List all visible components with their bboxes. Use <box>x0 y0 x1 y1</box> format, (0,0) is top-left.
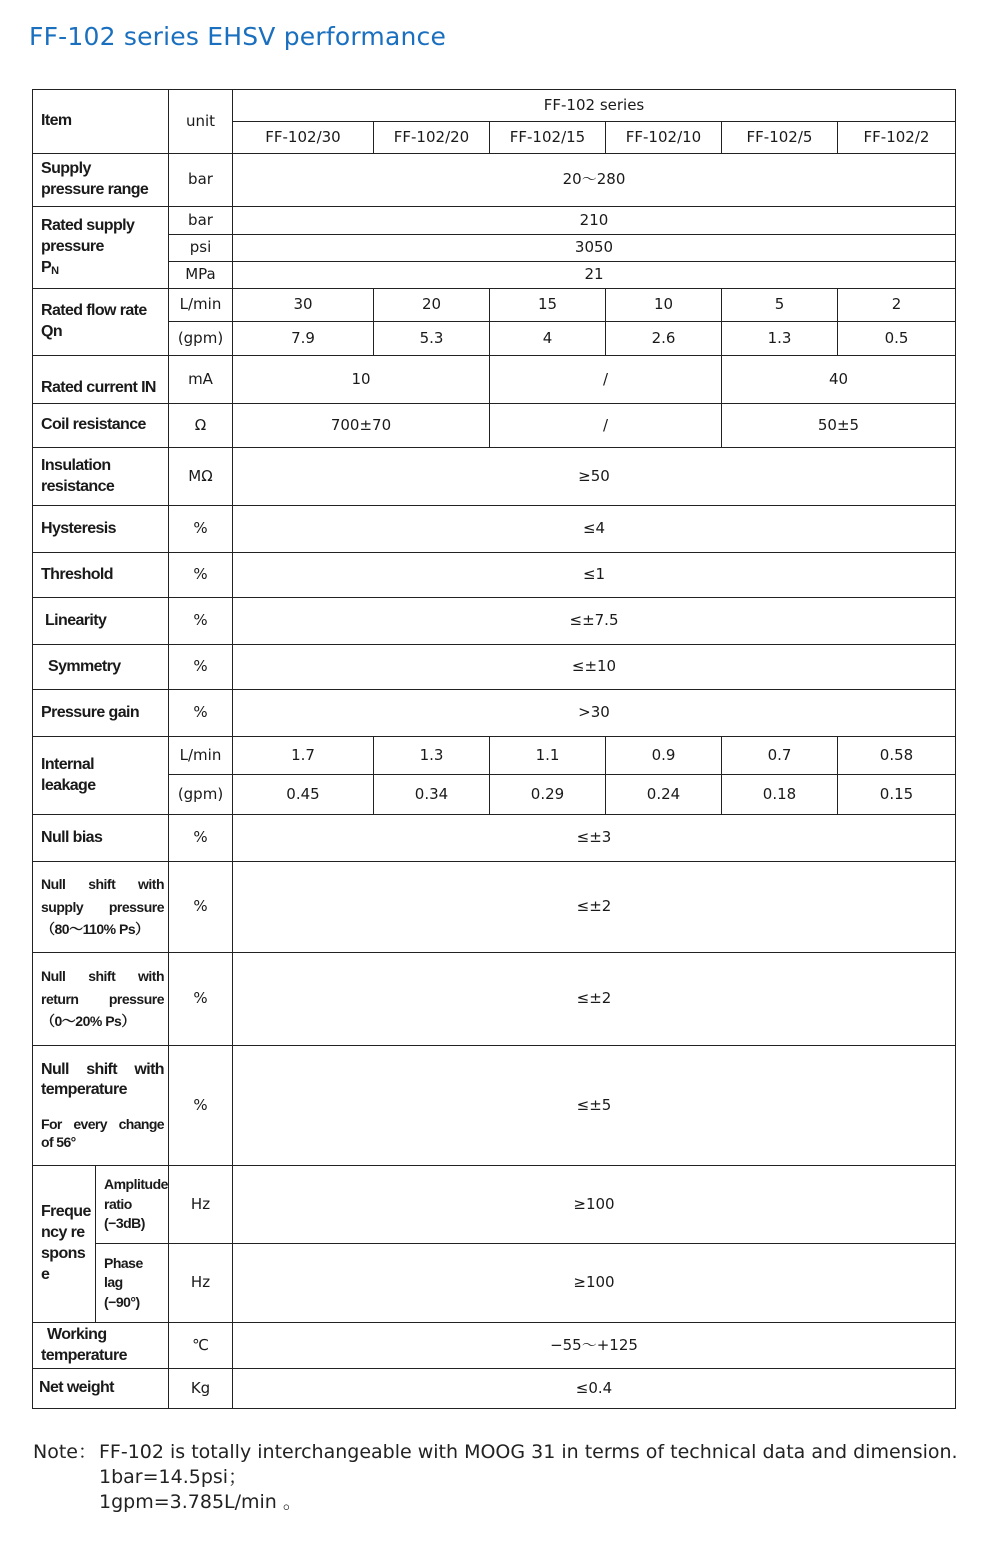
leakage-value: 0.24 <box>606 775 722 815</box>
table-row <box>33 356 956 404</box>
row-value-separator: / <box>490 356 722 404</box>
table-row <box>33 1166 956 1244</box>
row-label: Rated supply pressure PN <box>33 207 169 289</box>
performance-table <box>32 89 956 1409</box>
model-header: FF-102/30 <box>233 122 374 154</box>
row-unit: ℃ <box>169 1323 233 1369</box>
row-label: Supply pressure range <box>33 154 169 207</box>
row-value: 700±70 <box>233 404 490 448</box>
row-value: ≥100 <box>233 1166 956 1244</box>
table-row <box>33 207 956 235</box>
leakage-value: 0.29 <box>490 775 606 815</box>
table-row <box>33 1244 956 1323</box>
row-label: Net weight <box>33 1369 169 1409</box>
row-value: ≥100 <box>233 1244 956 1323</box>
row-unit: Hz <box>169 1166 233 1244</box>
flow-value: 1.3 <box>722 322 838 356</box>
row-unit: % <box>169 645 233 690</box>
row-label: Null shift with return pressure （0～20% Ps） <box>33 953 169 1046</box>
table-row <box>33 448 956 506</box>
table-row <box>33 737 956 775</box>
flow-value: 4 <box>490 322 606 356</box>
leakage-value: 0.15 <box>838 775 956 815</box>
leakage-value: 0.9 <box>606 737 722 775</box>
row-value-separator: / <box>490 404 722 448</box>
note-line: 1bar=14.5psi； <box>99 1466 248 1488</box>
row-value: 3050 <box>233 235 956 262</box>
row-unit: Ω <box>169 404 233 448</box>
header-unit: unit <box>169 90 233 154</box>
row-label: Rated current IN <box>33 356 169 404</box>
row-value: ≤±2 <box>233 862 956 953</box>
leakage-value: 0.45 <box>233 775 374 815</box>
table-row <box>33 645 956 690</box>
row-value: 50±5 <box>722 404 956 448</box>
row-unit: L/min <box>169 289 233 322</box>
table-row <box>33 815 956 862</box>
row-label: Internal leakage <box>33 737 169 815</box>
row-sublabel: Amplitude ratio (−3dB) <box>96 1166 169 1244</box>
row-value: 210 <box>233 207 956 235</box>
row-value: ≤±2 <box>233 953 956 1046</box>
page-title: FF-102 series EHSV performance <box>29 22 447 51</box>
leakage-value: 1.7 <box>233 737 374 775</box>
leakage-value: 0.18 <box>722 775 838 815</box>
row-value: 21 <box>233 262 956 289</box>
flow-value: 10 <box>606 289 722 322</box>
row-value: ≤0.4 <box>233 1369 956 1409</box>
row-unit: % <box>169 862 233 953</box>
row-unit: Kg <box>169 1369 233 1409</box>
row-label: Coil resistance <box>33 404 169 448</box>
row-label: Frequency response <box>33 1166 96 1323</box>
table-row <box>33 775 956 815</box>
row-label: Insulation resistance <box>33 448 169 506</box>
table-row <box>33 506 956 553</box>
row-label: Rated flow rate Qn <box>33 289 169 356</box>
note-line: 1gpm=3.785L/min 。 <box>99 1491 302 1513</box>
row-unit: % <box>169 1046 233 1166</box>
table-row <box>33 553 956 598</box>
row-unit: Hz <box>169 1244 233 1323</box>
note-line: FF-102 is totally interchangeable with MOOG 31 in terms of technical data and dimension. <box>99 1441 958 1463</box>
row-unit: (gpm) <box>169 775 233 815</box>
flow-value: 7.9 <box>233 322 374 356</box>
flow-value: 5.3 <box>374 322 490 356</box>
row-unit: % <box>169 690 233 737</box>
table-row <box>33 953 956 1046</box>
table-row <box>33 404 956 448</box>
row-label: Null shift with temperature For every change of 56° <box>33 1046 169 1166</box>
row-label: Null shift with supply pressure （80～110% Ps） <box>33 862 169 953</box>
row-value: ≤±10 <box>233 645 956 690</box>
flow-value: 2.6 <box>606 322 722 356</box>
table-row <box>33 1046 956 1166</box>
flow-value: 20 <box>374 289 490 322</box>
row-unit: % <box>169 815 233 862</box>
row-label: Symmetry <box>33 645 169 690</box>
table-row <box>33 862 956 953</box>
table-row <box>33 322 956 356</box>
row-unit: mA <box>169 356 233 404</box>
leakage-value: 0.34 <box>374 775 490 815</box>
model-header: FF-102/2 <box>838 122 956 154</box>
row-label: Linearity <box>33 598 169 645</box>
row-unit: (gpm) <box>169 322 233 356</box>
leakage-value: 1.1 <box>490 737 606 775</box>
row-value: ≤4 <box>233 506 956 553</box>
header-item: Item <box>33 90 169 154</box>
leakage-value: 0.7 <box>722 737 838 775</box>
row-unit: MPa <box>169 262 233 289</box>
row-value: 10 <box>233 356 490 404</box>
row-unit: bar <box>169 154 233 207</box>
table-row <box>33 690 956 737</box>
leakage-value: 0.58 <box>838 737 956 775</box>
row-label: Pressure gain <box>33 690 169 737</box>
row-unit: % <box>169 953 233 1046</box>
row-unit: L/min <box>169 737 233 775</box>
model-header: FF-102/20 <box>374 122 490 154</box>
row-value: ≤±5 <box>233 1046 956 1166</box>
row-value: ≥50 <box>233 448 956 506</box>
note-label: Note： <box>33 1441 97 1463</box>
table-row <box>33 598 956 645</box>
row-value: 20～280 <box>233 154 956 207</box>
row-unit: psi <box>169 235 233 262</box>
flow-value: 2 <box>838 289 956 322</box>
row-value: >30 <box>233 690 956 737</box>
flow-value: 15 <box>490 289 606 322</box>
row-unit: % <box>169 598 233 645</box>
flow-value: 5 <box>722 289 838 322</box>
header-series: FF-102 series <box>233 90 956 122</box>
leakage-value: 1.3 <box>374 737 490 775</box>
row-value: ≤±7.5 <box>233 598 956 645</box>
row-label: Null bias <box>33 815 169 862</box>
row-unit: % <box>169 506 233 553</box>
table-row <box>33 235 956 262</box>
row-value: ≤±3 <box>233 815 956 862</box>
row-unit: bar <box>169 207 233 235</box>
model-header: FF-102/10 <box>606 122 722 154</box>
model-header: FF-102/15 <box>490 122 606 154</box>
row-value: 40 <box>722 356 956 404</box>
row-unit: MΩ <box>169 448 233 506</box>
row-value: −55～+125 <box>233 1323 956 1369</box>
row-label: Threshold <box>33 553 169 598</box>
row-value: ≤1 <box>233 553 956 598</box>
table-row <box>33 289 956 322</box>
table-row <box>33 1323 956 1369</box>
row-label: Hysteresis <box>33 506 169 553</box>
row-sublabel: Phase lag (−90°) <box>96 1244 169 1323</box>
row-label: Working temperature <box>33 1323 169 1369</box>
row-unit: % <box>169 553 233 598</box>
flow-value: 0.5 <box>838 322 956 356</box>
table-row <box>33 262 956 289</box>
footnote <box>33 1440 958 1515</box>
table-header-row <box>33 90 956 122</box>
table-row <box>33 154 956 207</box>
flow-value: 30 <box>233 289 374 322</box>
table-row <box>33 1369 956 1409</box>
model-header: FF-102/5 <box>722 122 838 154</box>
